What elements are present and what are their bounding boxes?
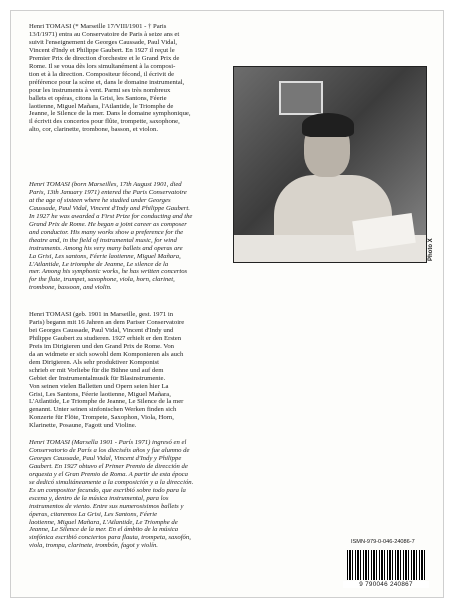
bio-line: Henri TOMASI (* Marseille 17/VIII/1901 - † Paris [29, 23, 167, 30]
bio-line: Jeanne, le Silence de la mer. Dans le domaine symphonique, [29, 110, 191, 118]
composer-portrait-photo [233, 66, 427, 263]
bio-line: and conductor. His many works show a preference for the [29, 228, 184, 236]
bio-line: Grisi, Les Santons, Féerie laotienne, Miguel Mañara, [29, 390, 171, 398]
bio-line: Klarinette, Posaune, Fagott und Violine. [29, 422, 137, 430]
ismn-label: ISMN-979-0-046-24086-7 [351, 539, 415, 545]
bio-line: Gebiet der Instrumentalmusik für Blasinstrumente. [29, 374, 166, 382]
bio-line: instrumentos de viento. Entre sus numerosisimos ballets y [29, 502, 184, 510]
picture-frame [279, 81, 323, 115]
bio-line: Jeanne, Le Silence de la mer. En el ámbito de la música [29, 526, 179, 534]
bio-line: instruments. Among his very many ballets and operas are [29, 244, 183, 252]
bio-line: Premier Prix de direction d'orchestre et le Grand Prix de [29, 54, 180, 62]
bio-line: suivit l'enseignement de Georges Caussade, Paul Vidal, [29, 38, 178, 46]
bio-line: Preis im Dirigieren und den Grand Prix de Rome. Von [29, 342, 175, 350]
bio-line: Caussade, Paul Vidal, Vincent d'Indy and Philippe Gaubert. [29, 204, 190, 212]
barcode-number: 9 790046 240867 [343, 581, 429, 588]
bio-line: La Grisi, Les santons, Féerie laotienne, Miguel Mañara, [29, 252, 181, 260]
bio-line: pour les instruments à vent. Parmi ses très nombreux [29, 86, 171, 94]
bio-line: óperas, citaremos La Grisi, Les Santons, Féerie [29, 510, 158, 518]
biography-french [29, 23, 229, 134]
bio-line: mer. Among his symphonic works, he has written concertos [29, 268, 188, 276]
biography-english [29, 181, 229, 292]
bio-line: Philippe Gaubert zu studieren. 1927 erhielt er den Ersten [29, 334, 182, 342]
bio-line: for the flute, trumpet, saxophone, viola, horn, clarinet, [29, 276, 175, 284]
bio-line: tion et à la direction. Compositeur fécond, il écrivit de [29, 70, 175, 78]
bio-line: schrieb er mit Vorliebe für die Bühne und auf dem [29, 366, 164, 374]
bio-line: préférence pour la scène et, dans le domaine instrumental, [29, 78, 185, 86]
bio-line: da an widmete er sich sowohl dem Komponieren als auch [29, 350, 184, 358]
portrait-hair [302, 113, 354, 137]
bio-line: Paris) begann mit 16 Jahren an dem Pariser Conservatoire [29, 318, 185, 326]
bio-line: Vincent d'Indy et Philippe Gaubert. En 1927 il reçut le [29, 46, 175, 54]
bio-line: 13/I/1971) entra au Conservatoire de Paris à seize ans et [29, 30, 180, 38]
biography-german [29, 311, 229, 430]
bio-line: theatre and, in the field of instrumental music, for wind [29, 236, 177, 244]
bio-line: genannt. Unter seinen sinfonischen Werken finden sich [29, 406, 177, 414]
bio-line: Es un compositor fecundo, que escribió sobre todo para la [29, 486, 186, 494]
bio-line: Grand Prix de Rome. He began a joint career as composer [29, 220, 187, 228]
photo-credit: Photo X [428, 238, 434, 261]
bio-line: L'Atlantide, Le Triomphe de Jeanne, Le Silence de la mer [29, 398, 184, 406]
bio-line: viola, trompa, clarinete, trombón, fagot y violín. [29, 542, 158, 550]
bio-line: Conservatorio de París a los dieciséis años y fue alumno de [29, 446, 190, 454]
bio-line: laotienne, Miguel Mañara, L'Atlantide, Le Triomphe de [29, 518, 178, 526]
bio-line: Henri TOMASI (geb. 1901 in Marseille, gest. 1971 in [29, 311, 174, 318]
bio-line: orquesta y el Gran Premio de Roma. A partir de esta época [29, 470, 188, 478]
bio-line: In 1927 he was awarded a First Prize for conducting and the [29, 212, 193, 220]
bio-line: sinfónica escribió conciertos para flauta, trompeta, saxofón, [29, 534, 191, 542]
bio-line: se dedicó simultáneamente a la composición y a la dirección. [29, 478, 194, 486]
bio-line: Georges Caussade, Paul Vidal, Vincent d'Indy y Philippe [29, 454, 182, 462]
bio-line: il écrivit des concertos pour flûte, trompette, saxophone, [29, 118, 180, 126]
bio-line: bei Georges Caussade, Paul Vidal, Vincent d'Indy und [29, 326, 174, 334]
barcode [347, 550, 425, 580]
bio-line: Paris, 13th January 1971) entered the Paris Conservatoire [29, 188, 187, 196]
back-cover-page [10, 10, 444, 598]
bio-line: trombone, bassoon, and violin. [29, 284, 112, 292]
biography-spanish [29, 439, 229, 550]
bio-line: escena y, dentro de la música instrumental, para los [29, 494, 169, 502]
bio-line: laotienne, Miguel Mañara, l'Atlantide, le Triomphe de [29, 102, 174, 110]
bio-line: Henri TOMASI (born Marseilles, 17th August 1901, died [29, 181, 182, 188]
bio-line: Rome. Il se voua dès lors simultanément à la composi- [29, 62, 176, 70]
bio-line: ballets et opéras, citons la Grisi, les Santons, Féerie [29, 94, 167, 102]
bio-line: alto, cor, clarinette, trombone, basson, et violon. [29, 126, 158, 134]
bio-line: Gaubert. En 1927 obtuvo el Primer Premio de dirección de [29, 462, 188, 470]
bio-line: dem Dirigieren. Als sehr produktiver Komponist [29, 358, 160, 366]
bio-line: Konzerte für Flöte, Trompete, Saxophon, Viola, Horn, [29, 414, 174, 422]
bio-line: L'Atlantide, Le triomphe de Jeanne, Le silence de la [29, 260, 169, 268]
bio-line: Von seinen vielen Balletten und Opern seien hier La [29, 382, 169, 390]
bio-line: at the age of sixteen where he studied under Georges [29, 196, 171, 204]
bio-line: Henri TOMASI (Marsella 1901 - París 1971) ingresó en el [29, 439, 187, 446]
